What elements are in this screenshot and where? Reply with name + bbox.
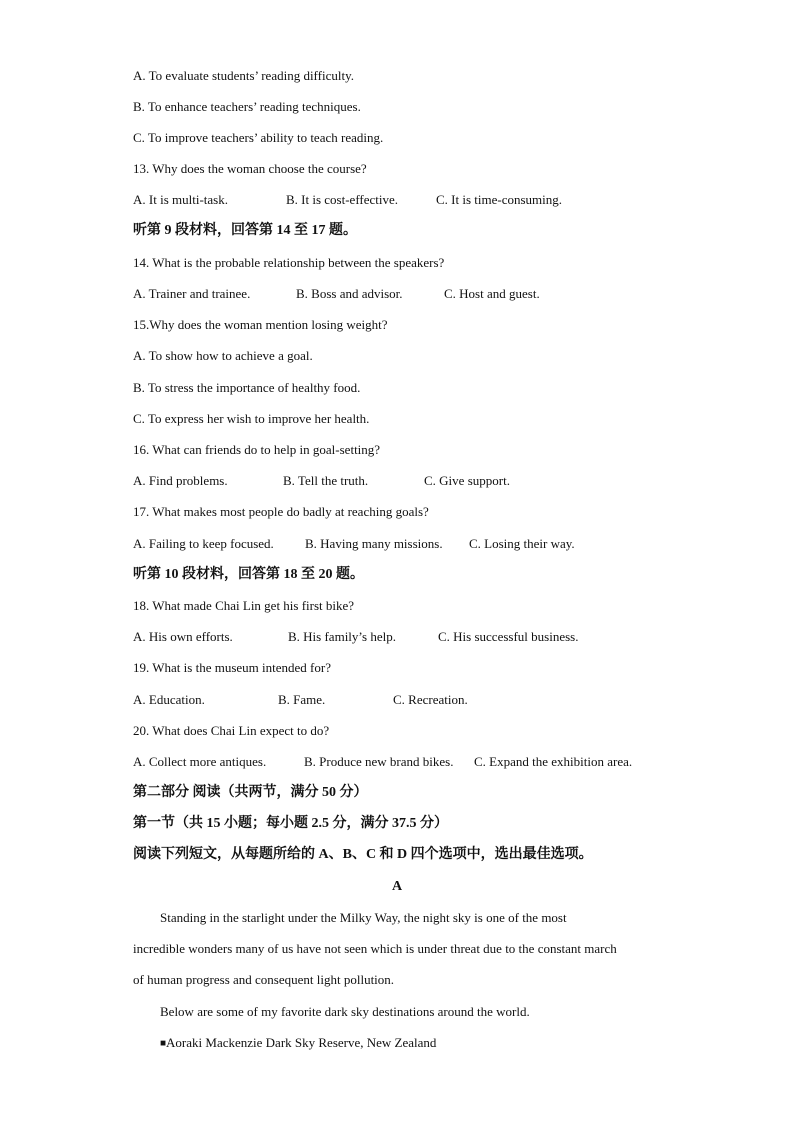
square-bullet-icon: ■ <box>160 1038 167 1049</box>
q12-option-b: B. To enhance teachers’ reading techniques. <box>133 99 361 114</box>
paragraph-1-line-1: Standing in the starlight under the Milky Way, the night sky is one of the most <box>160 910 567 925</box>
q19-option-c: C. Recreation. <box>393 692 468 707</box>
q14-options <box>133 286 540 302</box>
q17-options <box>133 536 575 552</box>
q19-option-a: A. Education. <box>133 692 205 707</box>
question-18: 18. What made Chai Lin get his first bike? <box>133 598 355 613</box>
q17-option-a: A. Failing to keep focused. <box>133 536 274 551</box>
paragraph-2: Below are some of my favorite dark sky destinations around the world. <box>160 1004 530 1019</box>
q13-option-c: C. It is time-consuming. <box>436 192 563 207</box>
q19-option-b: B. Fame. <box>278 692 326 707</box>
q18-option-a: A. His own efforts. <box>133 629 233 644</box>
q15-option-c: C. To express her wish to improve her health. <box>133 411 370 426</box>
q18-options <box>133 629 578 645</box>
passage-label: A <box>391 879 403 894</box>
bullet-item-text: Aoraki Mackenzie Dark Sky Reserve, New Zealand <box>166 1035 437 1050</box>
q18-option-b: B. His family’s help. <box>288 629 396 644</box>
q16-option-c: C. Give support. <box>424 473 510 488</box>
q20-option-c: C. Expand the exhibition area. <box>474 754 633 769</box>
q13-option-b: B. It is cost-effective. <box>286 192 399 207</box>
q14-option-b: B. Boss and advisor. <box>296 286 403 301</box>
paragraph-1-line-2: incredible wonders many of us have not seen which is under threat due to the constant march <box>133 941 617 956</box>
q13-option-a: A. It is multi-task. <box>133 192 228 207</box>
section-heading-9: 听第 9 段材料，回答第 14 至 17 题。 <box>133 223 357 238</box>
question-19: 19. What is the museum intended for? <box>133 660 331 675</box>
q18-option-c: C. His successful business. <box>438 629 579 644</box>
q20-option-b: B. Produce new brand bikes. <box>304 754 454 769</box>
question-16: 16. What can friends do to help in goal-setting? <box>133 442 381 457</box>
question-13: 13. Why does the woman choose the course? <box>133 161 367 176</box>
bullet-item <box>160 1035 436 1052</box>
question-20: 20. What does Chai Lin expect to do? <box>133 723 330 738</box>
q20-options <box>133 754 632 770</box>
q12-option-a: A. To evaluate students’ reading difficulty. <box>133 68 354 83</box>
q14-option-c: C. Host and guest. <box>444 286 540 301</box>
section-heading-10: 听第 10 段材料，回答第 18 至 20 题。 <box>133 567 364 582</box>
paragraph-1-line-3: of human progress and consequent light pollution. <box>133 972 395 987</box>
question-14: 14. What is the probable relationship between the speakers? <box>133 255 445 270</box>
q14-option-a: A. Trainer and trainee. <box>133 286 251 301</box>
q16-option-a: A. Find problems. <box>133 473 228 488</box>
q13-options <box>133 192 562 208</box>
part-two-heading: 第二部分 阅读（共两节，满分 50 分） <box>133 785 368 800</box>
q16-option-b: B. Tell the truth. <box>283 473 369 488</box>
q17-option-b: B. Having many missions. <box>305 536 443 551</box>
question-17: 17. What makes most people do badly at reaching goals? <box>133 504 429 519</box>
q20-option-a: A. Collect more antiques. <box>133 754 267 769</box>
reading-instructions: 阅读下列短文，从每题所给的 A、B、C 和 D 四个选项中，选出最佳选项。 <box>133 847 593 862</box>
section-one-heading: 第一节（共 15 小题；每小题 2.5 分，满分 37.5 分） <box>133 816 448 831</box>
q17-option-c: C. Losing their way. <box>469 536 575 551</box>
q19-options <box>133 692 468 708</box>
q15-option-b: B. To stress the importance of healthy food. <box>133 380 361 395</box>
q12-option-c: C. To improve teachers’ ability to teach reading. <box>133 130 384 145</box>
q16-options <box>133 473 510 489</box>
question-15: 15.Why does the woman mention losing weight? <box>133 317 388 332</box>
q15-option-a: A. To show how to achieve a goal. <box>133 348 313 363</box>
